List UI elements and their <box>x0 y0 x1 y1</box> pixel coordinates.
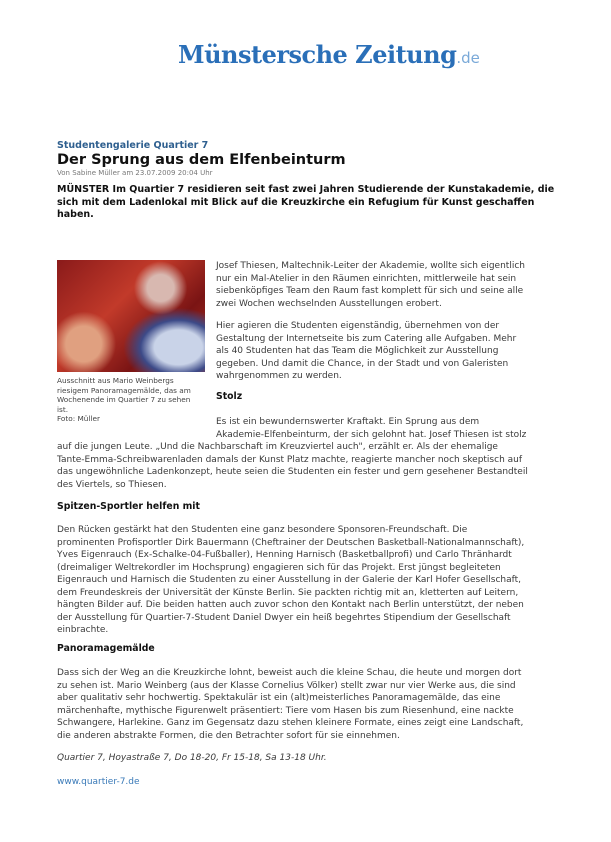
text-line: Josef Thiesen, Maltechnik-Leiter der Akademie, wollte sich eigentlich <box>216 261 525 271</box>
paragraph-3b <box>57 441 528 491</box>
text-line: Es ist ein bewundernswerter Kraftakt. Ein Sprung aus dem <box>216 417 480 427</box>
text-line: Den Rücken gestärkt hat den Studenten eine ganz besondere Sponsoren-Freundschaft. Die <box>57 525 468 535</box>
text-line: (dreimaliger Weltrekordler im Hochsprung) engagieren sich für das Projekt. Erst jüngst begleiteten <box>57 562 501 573</box>
text-line: Tante-Emma-Schreibwarenladen damals der Kunst Platz machte, reagierte mancher noch skeptisch auf <box>57 454 523 465</box>
text-line: sich mit dem Ladenlokal mit Blick auf die Kreuzkirche ein Refugium für Kunst geschaffen <box>57 196 535 208</box>
text-line: zwei Wochen wechselnden Ausstellungen erobert. <box>216 298 442 309</box>
logo-tld: .de <box>456 49 480 67</box>
text-line: Ausschnitt aus Mario Weinbergs <box>57 376 174 385</box>
text-line: des Viertels, so Thiesen. <box>57 479 167 490</box>
subheading-sportler: Spitzen-Sportler helfen mit <box>57 501 200 512</box>
paragraph-3a <box>216 416 526 441</box>
text-line: auf die jungen Leute. „Und die Nachbarschaft im Kreuzviertel auch", erzählt er. Als der ehemalige <box>57 442 498 452</box>
text-line: dem Freundeskreis der Universität der Künste Berlin. Sie packten richtig mit an, kletterten auf Leitern, <box>57 587 519 598</box>
article-lead <box>57 184 554 222</box>
paragraph-2 <box>216 320 516 383</box>
text-line: Akademie-Elfenbeinturm, der sich gelohnt hat. Josef Thiesen ist stolz <box>216 429 527 440</box>
website-link[interactable]: www.quartier-7.de <box>57 777 140 787</box>
text-line: Dass sich der Weg an die Kreuzkirche lohnt, beweist auch die kleine Schau, die heute und morgen dort <box>57 668 522 678</box>
photo-caption <box>57 376 191 424</box>
text-line: haben. <box>57 209 94 220</box>
site-logo[interactable] <box>178 40 480 69</box>
text-line: ist. <box>57 404 69 414</box>
paragraph-4 <box>57 524 524 637</box>
text-line: MÜNSTER Im Quartier 7 residieren seit fast zwei Jahren Studierende der Kunstakademie, die <box>57 184 555 195</box>
text-line: Gestaltung der Internetseite bis zum Catering alle Aufgaben. Mehr <box>216 333 517 344</box>
text-line: riesigem Panoramagemälde, das am <box>57 385 191 395</box>
text-line: Wochenende im Quartier 7 zu sehen <box>57 395 191 405</box>
text-line: siebenköpfiges Team den Raum fast komplett für sich und seine alle <box>216 286 524 296</box>
text-line: prominenten Profisportler Dirk Bauermann (Cheftrainer der Deutschen Basketball-Nationalmannschaft), <box>57 537 525 548</box>
subheading-panorama: Panoramagemälde <box>57 643 155 654</box>
text-line: wahrgenommen zu werden. <box>216 371 342 381</box>
opening-hours: Quartier 7, Hoyastraße 7, Do 18-20, Fr 15-18, Sa 13-18 Uhr. <box>57 753 327 763</box>
paragraph-1 <box>216 260 525 310</box>
logo-name: Münstersche Zeitung <box>178 40 457 69</box>
article-photo <box>57 260 205 372</box>
text-line: nur ein Mal-Atelier in den Räumen einrichten, mittlerweile hat sein <box>216 273 517 284</box>
subheading-stolz: Stolz <box>216 391 243 402</box>
text-line: Foto: Müller <box>57 414 100 424</box>
text-line: aber qualitativ sehr hochwertig. Spektakulär ist ein (alt)meisterliches Panoramagemälde, das eine <box>57 693 501 703</box>
article-byline: Von Sabine Müller am 23.07.2009 20:04 Uhr <box>57 169 213 177</box>
text-line: hängten Bilder auf. Die beiden hatten auch zuvor schon den Kontakt nach Berlin unterstützt, der neben <box>57 600 524 610</box>
text-line: gegeben. Und damit die Chance, in der Stadt und von Galeristen <box>216 358 509 369</box>
text-line: der Ausstellung für Quartier-7-Student Daniel Dwyer ein heiß begehrtes Stipendium der Gesellschaft <box>57 612 511 623</box>
text-line: Hier agieren die Studenten eigenständig, übernehmen von der <box>216 321 500 331</box>
article-category: Studentengalerie Quartier 7 <box>57 140 209 151</box>
text-line: die anderen abstrakte Formen, die den Betrachter sofort für sie einnehmen. <box>57 730 400 741</box>
text-line: einbrachte. <box>57 625 109 635</box>
text-line: Yves Eigenrauch (Ex-Schalke-04-Fußballer), Henning Harnisch (Basketballprofi) und Carlo Thränhardt <box>57 550 512 560</box>
text-line: zu sehen ist. Mario Weinberg (aus der Klasse Cornelius Völker) stellt zwar nur vier Werke aus, die sind <box>57 680 516 691</box>
text-line: das ungewöhnliche Ladenkonzept, heute seien die Studenten ein fester und gern gesehener Bestandteil <box>57 467 528 477</box>
text-line: märchenhafte, mythische Figurenwelt präsentiert: Tiere vom Hasen bis zum Riesenhund, eine nackte <box>57 705 514 716</box>
text-line: als 40 Studenten hat das Team die Möglichkeit zur Ausstellung <box>216 346 499 356</box>
paragraph-5 <box>57 667 523 742</box>
text-line: Schwangere, Harlekine. Ganz im Gegensatz dazu stehen kleinere Formate, eines zeigt eine Landschaft, <box>57 718 524 728</box>
text-line: Eigenrauch und Harnisch die Studenten zu einer Ausstellung in der Galerie der Karl Hofer Gesellschaft, <box>57 575 522 585</box>
article-title: Der Sprung aus dem Elfenbeinturm <box>57 152 346 168</box>
